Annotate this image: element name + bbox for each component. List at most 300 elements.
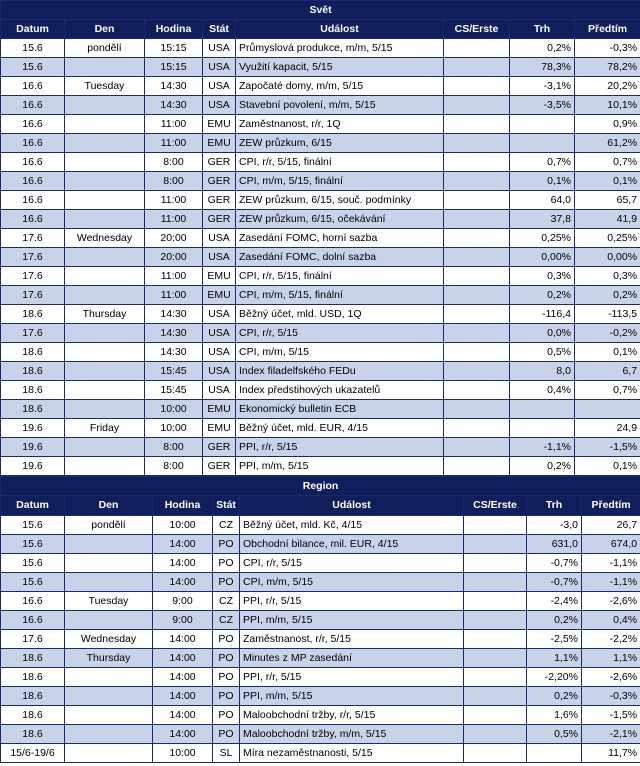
cell-den: [65, 343, 145, 362]
col-header-den: Den: [65, 496, 153, 516]
cell-datum: 16.6: [1, 592, 65, 611]
cell-datum: 16.6: [1, 611, 65, 630]
cell-trh: 37,8: [510, 210, 575, 229]
cell-hodina: 11:00: [145, 134, 203, 153]
cell-hodina: 14:00: [153, 554, 213, 573]
cell-cs-erste: [444, 134, 510, 153]
cell-cs-erste: [464, 630, 527, 649]
cell-udalost: Minutes z MP zasedání: [240, 649, 464, 668]
cell-cs-erste: [444, 381, 510, 400]
cell-udalost: PPI, m/m, 5/15: [240, 687, 464, 706]
cell-cs-erste: [464, 611, 527, 630]
cell-trh: -3,1%: [510, 77, 575, 96]
cell-cs-erste: [444, 248, 510, 267]
cell-stat: GER: [203, 172, 236, 191]
table-row: [1, 267, 640, 286]
cell-predtim: 0,3%: [575, 267, 640, 286]
cell-cs-erste: [444, 343, 510, 362]
cell-predtim: 0,1%: [575, 457, 640, 476]
cell-predtim: -0,3%: [575, 39, 640, 58]
cell-predtim: -0,3%: [582, 687, 640, 706]
cell-udalost: Běžný účet, mld. Kč, 4/15: [240, 516, 464, 535]
table-row: [1, 248, 640, 267]
cell-den: [65, 248, 145, 267]
cell-trh: [510, 419, 575, 438]
cell-trh: 0,25%: [510, 229, 575, 248]
cell-cs-erste: [444, 400, 510, 419]
cell-datum: 16.6: [1, 191, 65, 210]
cell-den: [65, 611, 153, 630]
cell-datum: 15.6: [1, 58, 65, 77]
cell-udalost: CPI, m/m, 5/15, finální: [236, 286, 444, 305]
cell-trh: 1,6%: [527, 706, 582, 725]
cell-stat: USA: [203, 58, 236, 77]
cell-stat: EMU: [203, 134, 236, 153]
cell-hodina: 14:00: [153, 630, 213, 649]
cell-cs-erste: [444, 286, 510, 305]
cell-stat: PO: [213, 668, 240, 687]
cell-hodina: 14:00: [153, 535, 213, 554]
cell-udalost: Průmyslová produkce, m/m, 5/15: [236, 39, 444, 58]
cell-trh: [510, 134, 575, 153]
table-row: [1, 400, 640, 419]
cell-trh: 8,0: [510, 362, 575, 381]
table-row: [1, 381, 640, 400]
cell-udalost: Zaměstnanost, r/r, 1Q: [236, 115, 444, 134]
cell-udalost: Index filadelfského FEDu: [236, 362, 444, 381]
cell-predtim: [575, 400, 640, 419]
cell-trh: -2,5%: [527, 630, 582, 649]
cell-den: pondělí: [65, 39, 145, 58]
cell-cs-erste: [444, 96, 510, 115]
cell-datum: 18.6: [1, 668, 65, 687]
cell-datum: 17.6: [1, 248, 65, 267]
cell-trh: 0,2%: [527, 611, 582, 630]
cell-cs-erste: [444, 438, 510, 457]
cell-udalost: CPI, r/r, 5/15: [240, 554, 464, 573]
cell-cs-erste: [444, 305, 510, 324]
cell-den: [65, 362, 145, 381]
cell-hodina: 10:00: [145, 400, 203, 419]
cell-stat: USA: [203, 343, 236, 362]
cell-cs-erste: [464, 725, 527, 744]
cell-hodina: 11:00: [145, 267, 203, 286]
cell-stat: USA: [203, 305, 236, 324]
cell-trh: 0,2%: [527, 687, 582, 706]
col-header-stat: Stát: [203, 20, 236, 39]
cell-stat: PO: [213, 649, 240, 668]
cell-udalost: PPI, m/m, 5/15: [236, 457, 444, 476]
cell-datum: 18.6: [1, 706, 65, 725]
cell-udalost: CPI, r/r, 5/15: [236, 324, 444, 343]
cell-udalost: Maloobchodní tržby, m/m, 5/15: [240, 725, 464, 744]
table-row: [1, 573, 640, 592]
cell-cs-erste: [444, 77, 510, 96]
cell-datum: 15.6: [1, 516, 65, 535]
cell-hodina: 10:00: [153, 516, 213, 535]
cell-udalost: Míra nezaměstnanosti, 5/15: [240, 744, 464, 763]
cell-cs-erste: [464, 535, 527, 554]
cell-udalost: PPI, m/m, 5/15: [240, 611, 464, 630]
table-row: [1, 744, 640, 763]
cell-predtim: 20,2%: [575, 77, 640, 96]
cell-den: [65, 725, 153, 744]
cell-datum: 17.6: [1, 286, 65, 305]
cell-stat: GER: [203, 438, 236, 457]
cell-predtim: -0,2%: [575, 324, 640, 343]
cell-datum: 18.6: [1, 381, 65, 400]
cell-den: Tuesday: [65, 77, 145, 96]
cell-datum: 17.6: [1, 324, 65, 343]
cell-den: [65, 706, 153, 725]
cell-hodina: 14:30: [145, 343, 203, 362]
cell-predtim: -2,1%: [582, 725, 640, 744]
cell-den: [65, 535, 153, 554]
cell-trh: 1,1%: [527, 649, 582, 668]
cell-predtim: 0,9%: [575, 115, 640, 134]
cell-hodina: 14:00: [153, 649, 213, 668]
cell-hodina: 8:00: [145, 172, 203, 191]
cell-den: [65, 286, 145, 305]
cell-datum: 19.6: [1, 438, 65, 457]
cell-cs-erste: [444, 58, 510, 77]
cell-udalost: Využití kapacit, 5/15: [236, 58, 444, 77]
table-row: [1, 516, 640, 535]
cell-den: [65, 134, 145, 153]
cell-udalost: CPI, r/r, 5/15, finální: [236, 153, 444, 172]
cell-trh: -3,5%: [510, 96, 575, 115]
cell-cs-erste: [464, 592, 527, 611]
cell-udalost: Stavební povolení, m/m, 5/15: [236, 96, 444, 115]
table-row: [1, 229, 640, 248]
table-row: [1, 172, 640, 191]
cell-hodina: 14:00: [153, 725, 213, 744]
col-header-trh: Trh: [527, 496, 582, 516]
cell-trh: 0,0%: [510, 324, 575, 343]
cell-cs-erste: [444, 172, 510, 191]
cell-den: [65, 324, 145, 343]
cell-predtim: -1,1%: [582, 554, 640, 573]
cell-trh: [527, 744, 582, 763]
cell-trh: 78,3%: [510, 58, 575, 77]
table-row: [1, 305, 640, 324]
cell-trh: -1,1%: [510, 438, 575, 457]
world-section-title: Svět: [1, 1, 640, 20]
cell-stat: CZ: [213, 611, 240, 630]
cell-hodina: 11:00: [145, 286, 203, 305]
cell-hodina: 14:30: [145, 96, 203, 115]
cell-stat: CZ: [213, 516, 240, 535]
cell-cs-erste: [444, 153, 510, 172]
cell-stat: EMU: [203, 267, 236, 286]
cell-hodina: 10:00: [145, 419, 203, 438]
cell-udalost: Ekonomický bulletin ECB: [236, 400, 444, 419]
cell-udalost: Maloobchodní tržby, r/r, 5/15: [240, 706, 464, 725]
col-header-datum: Datum: [1, 496, 65, 516]
cell-datum: 16.6: [1, 96, 65, 115]
cell-datum: 15.6: [1, 573, 65, 592]
cell-datum: 18.6: [1, 305, 65, 324]
cell-trh: 0,5%: [510, 343, 575, 362]
cell-datum: 15.6: [1, 39, 65, 58]
cell-datum: 16.6: [1, 77, 65, 96]
table-row: [1, 668, 640, 687]
cell-stat: USA: [203, 381, 236, 400]
cell-datum: 15.6: [1, 535, 65, 554]
cell-den: Tuesday: [65, 592, 153, 611]
cell-udalost: CPI, m/m, 5/15, finální: [236, 172, 444, 191]
cell-den: Thursday: [65, 649, 153, 668]
cell-predtim: -2,2%: [582, 630, 640, 649]
cell-datum: 16.6: [1, 210, 65, 229]
cell-datum: 15/6-19/6: [1, 744, 65, 763]
cell-cs-erste: [444, 229, 510, 248]
cell-datum: 17.6: [1, 630, 65, 649]
cell-cs-erste: [444, 210, 510, 229]
cell-hodina: 9:00: [153, 592, 213, 611]
col-header-cs-erste: CS/Erste: [444, 20, 510, 39]
cell-predtim: 78,2%: [575, 58, 640, 77]
table-row: [1, 649, 640, 668]
region-header-row: [1, 496, 640, 516]
cell-udalost: CPI, m/m, 5/15: [240, 573, 464, 592]
cell-hodina: 14:00: [153, 687, 213, 706]
cell-trh: 0,3%: [510, 267, 575, 286]
cell-predtim: -2,6%: [582, 592, 640, 611]
cell-cs-erste: [444, 324, 510, 343]
cell-udalost: PPI, r/r, 5/15: [240, 668, 464, 687]
cell-predtim: 0,2%: [575, 286, 640, 305]
cell-datum: 17.6: [1, 267, 65, 286]
cell-stat: PO: [213, 706, 240, 725]
cell-trh: 631,0: [527, 535, 582, 554]
cell-trh: 0,4%: [510, 381, 575, 400]
table-row: [1, 725, 640, 744]
cell-trh: -2,20%: [527, 668, 582, 687]
cell-hodina: 11:00: [145, 115, 203, 134]
cell-predtim: -1,1%: [582, 573, 640, 592]
table-row: [1, 592, 640, 611]
cell-cs-erste: [444, 419, 510, 438]
cell-udalost: ZEW průzkum, 6/15, očekávání: [236, 210, 444, 229]
cell-stat: PO: [213, 687, 240, 706]
cell-predtim: 10,1%: [575, 96, 640, 115]
table-row: [1, 687, 640, 706]
cell-trh: -116,4: [510, 305, 575, 324]
cell-den: Thursday: [65, 305, 145, 324]
col-header-stat: Stát: [213, 496, 240, 516]
cell-udalost: Index předstihových ukazatelů: [236, 381, 444, 400]
cell-stat: PO: [213, 573, 240, 592]
cell-predtim: 0,1%: [575, 343, 640, 362]
table-row: [1, 419, 640, 438]
cell-den: [65, 438, 145, 457]
cell-cs-erste: [444, 191, 510, 210]
cell-den: [65, 457, 145, 476]
cell-cs-erste: [444, 457, 510, 476]
table-row: [1, 115, 640, 134]
col-header-predtim: Předtím: [582, 496, 640, 516]
cell-predtim: -1,5%: [575, 438, 640, 457]
cell-stat: EMU: [203, 286, 236, 305]
cell-predtim: 0,7%: [575, 153, 640, 172]
cell-datum: 18.6: [1, 362, 65, 381]
cell-trh: 0,00%: [510, 248, 575, 267]
cell-udalost: Zasedání FOMC, horní sazba: [236, 229, 444, 248]
cell-hodina: 11:00: [145, 191, 203, 210]
cell-predtim: 1,1%: [582, 649, 640, 668]
cell-stat: USA: [203, 324, 236, 343]
table-row: [1, 77, 640, 96]
cell-stat: PO: [213, 725, 240, 744]
table-row: [1, 630, 640, 649]
cell-hodina: 14:30: [145, 77, 203, 96]
cell-udalost: ZEW průzkum, 6/15, souč. podmínky: [236, 191, 444, 210]
cell-cs-erste: [464, 573, 527, 592]
cell-hodina: 9:00: [153, 611, 213, 630]
cell-datum: 18.6: [1, 649, 65, 668]
cell-trh: 0,2%: [510, 286, 575, 305]
cell-udalost: Započaté domy, m/m, 5/15: [236, 77, 444, 96]
cell-stat: GER: [203, 457, 236, 476]
table-row: [1, 706, 640, 725]
cell-trh: 0,2%: [510, 39, 575, 58]
cell-hodina: 14:00: [153, 706, 213, 725]
cell-stat: USA: [203, 96, 236, 115]
cell-den: Wednesday: [65, 630, 153, 649]
cell-udalost: PPI, r/r, 5/15: [236, 438, 444, 457]
cell-stat: PO: [213, 535, 240, 554]
cell-stat: USA: [203, 362, 236, 381]
table-row: [1, 210, 640, 229]
cell-cs-erste: [464, 744, 527, 763]
cell-stat: USA: [203, 77, 236, 96]
col-header-hodina: Hodina: [145, 20, 203, 39]
cell-den: pondělí: [65, 516, 153, 535]
cell-den: [65, 744, 153, 763]
cell-den: [65, 96, 145, 115]
cell-udalost: CPI, m/m, 5/15: [236, 343, 444, 362]
cell-stat: EMU: [203, 419, 236, 438]
col-header-udalost: Událost: [236, 20, 444, 39]
cell-den: [65, 668, 153, 687]
cell-trh: 0,5%: [527, 725, 582, 744]
cell-den: [65, 573, 153, 592]
col-header-datum: Datum: [1, 20, 65, 39]
cell-datum: 16.6: [1, 115, 65, 134]
cell-datum: 18.6: [1, 400, 65, 419]
cell-cs-erste: [464, 687, 527, 706]
cell-datum: 19.6: [1, 419, 65, 438]
cell-trh: [510, 400, 575, 419]
cell-cs-erste: [444, 267, 510, 286]
cell-datum: 18.6: [1, 725, 65, 744]
cell-cs-erste: [444, 39, 510, 58]
table-row: [1, 96, 640, 115]
cell-hodina: 20:00: [145, 248, 203, 267]
cell-datum: 18.6: [1, 343, 65, 362]
cell-stat: GER: [203, 210, 236, 229]
cell-datum: 19.6: [1, 457, 65, 476]
cell-datum: 17.6: [1, 229, 65, 248]
table-row: [1, 438, 640, 457]
cell-udalost: ZEW průzkum, 6/15: [236, 134, 444, 153]
cell-datum: 18.6: [1, 687, 65, 706]
table-row: [1, 535, 640, 554]
table-row: [1, 191, 640, 210]
table-row: [1, 39, 640, 58]
cell-trh: -0,7%: [527, 573, 582, 592]
cell-trh: 0,7%: [510, 153, 575, 172]
cell-predtim: -2,6%: [582, 668, 640, 687]
cell-den: [65, 191, 145, 210]
table-row: [1, 324, 640, 343]
table-row: [1, 554, 640, 573]
cell-predtim: 674,0: [582, 535, 640, 554]
cell-predtim: -113,5: [575, 305, 640, 324]
cell-hodina: 8:00: [145, 457, 203, 476]
cell-hodina: 15:45: [145, 362, 203, 381]
world-header-row: [1, 20, 640, 39]
cell-trh: -3,0: [527, 516, 582, 535]
cell-predtim: 24,9: [575, 419, 640, 438]
table-row: [1, 362, 640, 381]
cell-den: [65, 153, 145, 172]
cell-udalost: Zaměstnanost, r/r, 5/15: [240, 630, 464, 649]
cell-predtim: 26,7: [582, 516, 640, 535]
cell-den: Wednesday: [65, 229, 145, 248]
col-header-den: Den: [65, 20, 145, 39]
cell-stat: USA: [203, 248, 236, 267]
col-header-hodina: Hodina: [153, 496, 213, 516]
cell-cs-erste: [464, 706, 527, 725]
cell-predtim: 0,4%: [582, 611, 640, 630]
cell-stat: CZ: [213, 592, 240, 611]
cell-predtim: 41,9: [575, 210, 640, 229]
cell-predtim: 61,2%: [575, 134, 640, 153]
cell-predtim: 6,7: [575, 362, 640, 381]
cell-cs-erste: [464, 554, 527, 573]
cell-cs-erste: [464, 668, 527, 687]
cell-den: [65, 210, 145, 229]
cell-stat: PO: [213, 554, 240, 573]
cell-stat: USA: [203, 229, 236, 248]
cell-den: [65, 687, 153, 706]
table-row: [1, 611, 640, 630]
cell-predtim: 65,7: [575, 191, 640, 210]
cell-den: Friday: [65, 419, 145, 438]
cell-den: [65, 400, 145, 419]
cell-hodina: 20:00: [145, 229, 203, 248]
cell-den: [65, 554, 153, 573]
cell-hodina: 14:00: [153, 668, 213, 687]
cell-hodina: 10:00: [153, 744, 213, 763]
table-row: [1, 58, 640, 77]
cell-hodina: 14:00: [153, 573, 213, 592]
table-row: [1, 286, 640, 305]
cell-hodina: 15:15: [145, 58, 203, 77]
cell-predtim: 0,1%: [575, 172, 640, 191]
cell-den: [65, 172, 145, 191]
cell-predtim: -1,5%: [582, 706, 640, 725]
cell-trh: 64,0: [510, 191, 575, 210]
cell-trh: 0,2%: [510, 457, 575, 476]
cell-predtim: 0,00%: [575, 248, 640, 267]
cell-hodina: 15:15: [145, 39, 203, 58]
cell-den: [65, 58, 145, 77]
cell-hodina: 8:00: [145, 153, 203, 172]
table-row: [1, 153, 640, 172]
